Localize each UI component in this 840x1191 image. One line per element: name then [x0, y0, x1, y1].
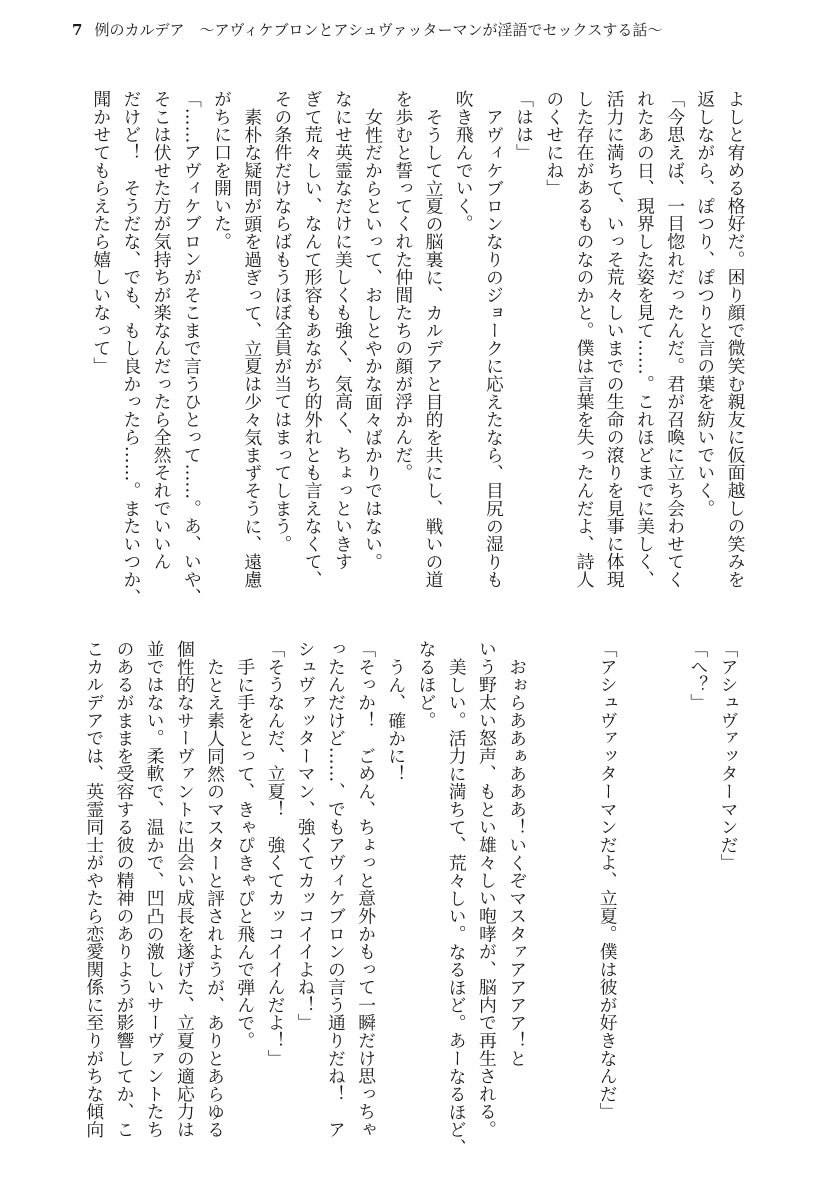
text-line: シュヴァッターマン、強くてカッコイイよね！」	[295, 640, 317, 1032]
text-line: おぉらああぁあああ！いくぞマスタァアアアア！と	[506, 657, 528, 1067]
text-line: 「アシュヴァッターマンだよ、立夏。僕は彼が好きなんだ」	[597, 640, 619, 1121]
text-line: その条件だけならばもうほぼ全員が当てはまってしまう。	[271, 90, 293, 553]
text-line: ぎて荒々しい、なんて形容もあながち的外れとも言えなくて、	[302, 90, 324, 589]
header-title: 例のカルデア 〜アヴィケブロンとアシュヴァッターマンが淫語でセックスする話〜	[94, 21, 663, 39]
text-line: いう野太い怒声、もとい雄々しい咆哮が、脳内で再生される。	[476, 640, 498, 1139]
text-block-top	[86, 90, 750, 606]
text-line: れたあの日、現界した姿を見て……。これほどまでに美しく、	[634, 90, 656, 589]
text-line: そこは伏せた方が気持ちが楽なんだったら全然それでいいん	[151, 90, 173, 571]
text-line: たとえ素人同然のマスターと評されようが、ありとあらゆる	[204, 657, 226, 1139]
text-block-bottom	[79, 640, 743, 1156]
text-line: 素朴な疑問が頭を過ぎって、立夏は少々気まずそうに、遠慮	[241, 107, 263, 589]
text-line: だけど！ そうだな、でも、もし良かったら……。またいつか、	[120, 90, 142, 606]
text-line: した存在があるものなのかと。僕は言葉を失ったんだよ、詩人	[573, 90, 595, 589]
text-line: 女性だからといって、おしとやかな面々ばかりではない。	[362, 107, 384, 571]
text-line: 「そうなんだ、立夏！ 強くてカッコイイんだよ！」	[264, 640, 286, 1067]
text-line: 「はは」	[513, 90, 535, 162]
text-line: 個性的なサーヴァントに出会い成長を遂げた、立夏の適応力は	[174, 640, 196, 1139]
text-line: 聞かせてもらえたら嬉しいなって」	[90, 90, 112, 375]
running-header	[72, 20, 662, 40]
text-line: がちに口を開いた。	[211, 90, 233, 251]
text-line: 美しい。活力に満ちて、荒々しい。なるほど。あーなるほど、	[446, 657, 468, 1156]
page-number: 7	[72, 21, 83, 39]
text-line: 返しながら、ぽつり、ぽつりと言の葉を紡いでいく。	[694, 90, 716, 517]
text-line: アヴィケブロンなりのジョークに応えたなら、目尻の湿りも	[483, 107, 505, 589]
text-line: なにせ英霊なだけに美しくも強く、気高く、ちょっといきす	[332, 90, 354, 571]
text-line: 「そっか！ ごめん、ちょっと意外かもって一瞬だけ思っちゃ	[355, 640, 377, 1139]
text-line: 「今思えば、一目惚れだったんだ。君が召喚に立ち会わせてく	[664, 90, 686, 589]
text-line: 吹き飛んでいく。	[453, 90, 475, 233]
text-line: そうして立夏の脳裏に、カルデアと目的を共にし、戦いの道	[422, 107, 444, 589]
text-line: よしと宥める格好だ。困り顔で微笑む親友に仮面越しの笑みを	[725, 90, 746, 589]
text-line: 手に手をとって、きゃぴきゃぴと飛んで弾んで。	[234, 657, 256, 1050]
text-line: のあるがままを受容する彼の精神のありようが影響してか、こ	[113, 640, 135, 1139]
text-line: 活力に満ちて、いっそ荒々しいまでの生命の滾りを見事に体現	[604, 90, 626, 589]
text-line: なるほど。	[416, 640, 437, 729]
text-line: のくせにね」	[543, 90, 565, 197]
text-line: 「へ？」	[687, 640, 709, 712]
text-line: 並ではない。柔軟で、温かで、凹凸の激しいサーヴァントたち	[144, 640, 166, 1139]
text-line: を歩むと誓ってくれた仲間たちの顔が浮かんだ。	[392, 90, 414, 482]
text-line: うん、確かに！	[385, 657, 407, 783]
text-line: 「……アヴィケブロンがそこまで言うひとって……。あ、いや、	[181, 90, 203, 606]
text-line: ったんだけど……、でもアヴィケブロンの言う通りだね！ ア	[325, 640, 347, 1139]
text-line: 「アシュヴァッターマンだ」	[718, 640, 739, 872]
text-line: こカルデアでは、英霊同士がやたら恋愛関係に至りがちな傾向	[83, 640, 105, 1139]
